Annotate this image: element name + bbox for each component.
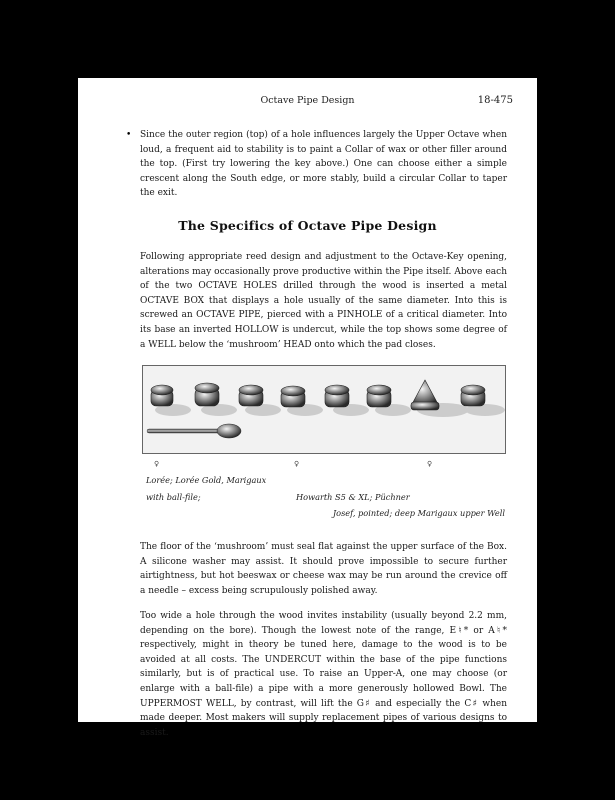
book-page	[78, 78, 537, 738]
figure-caption-3: Howarth S5 & XL; Püchner	[296, 492, 410, 502]
paragraph-mushroom: The floor of the ‘mushroom’ must seal flat against the upper surface of the Box. A silicone washer may assist. It should prove impossible to secure further airtightness, but hot beeswax or cheese wax may be run around the crevice off a needle – excess being scrupulously polished away.	[140, 542, 507, 596]
page-header	[78, 95, 537, 111]
figure-caption-1: Lorée; Lorée Gold, Marigaux	[146, 475, 267, 485]
bullet-icon: •	[126, 130, 132, 140]
caption-marker-1: ♀	[154, 460, 160, 468]
paragraph-hole-width: Too wide a hole through the wood invites instability (usually beyond 2.2 mm, depending on the bore). Though the lowest note of the range, E♮* or A♮* respectively, might in theory be tuned here, damage to the wood is to be avoided at all costs. The UNDERCUT within the base of the pipe functions similarly, but is of practical use. To raise an Upper-A, one may choose (or enlarge with a ball-file) a pipe with a more generously hollowed Bowl. The UPPERMOST WELL, by contrast, will lift the G♯ and especially the C♯ when made deeper. Most makers will supply replacement pipes of various designs to assist.	[140, 611, 507, 738]
octave-pipes-image	[143, 366, 505, 453]
figure-caption-4: Josef, pointed; deep Marigaux upper Well	[332, 508, 505, 518]
paragraph-specifics: Following appropriate reed design and adjustment to the Octave-Key opening, alterations may occasionally prove productive within the Pipe itself. Above each of the two OCTAVE HOLES drilled through the wood is inserted a metal OCTAVE BOX that displays a hole usually of the same diameter. Into this is screwed an OCTAVE PIPE, pierced with a PINHOLE of a critical diameter. Into its base an inverted HOLLOW is undercut, while the top shows some degree of a WELL below the ‘mushroom’ HEAD onto which the pad closes.	[140, 252, 507, 350]
caption-marker-3: ♀	[427, 460, 433, 468]
page-number: 18-475	[477, 95, 513, 106]
octave-pipes-photo	[142, 365, 506, 454]
figure-caption-2: with ball-file;	[146, 492, 201, 502]
caption-marker-2: ♀	[294, 460, 300, 468]
bullet-paragraph: Since the outer region (top) of a hole influences largely the Upper Octave when loud, a frequent aid to stability is to paint a Collar of wax or other filler around the top. (First try lowering the key above.) One can choose either a simple crescent along the South edge, or more stably, build a circular Collar to taper the exit.	[140, 130, 507, 199]
section-title: The Specifics of Octave Pipe Design	[178, 218, 437, 233]
running-title: Octave Pipe Design	[260, 95, 355, 106]
